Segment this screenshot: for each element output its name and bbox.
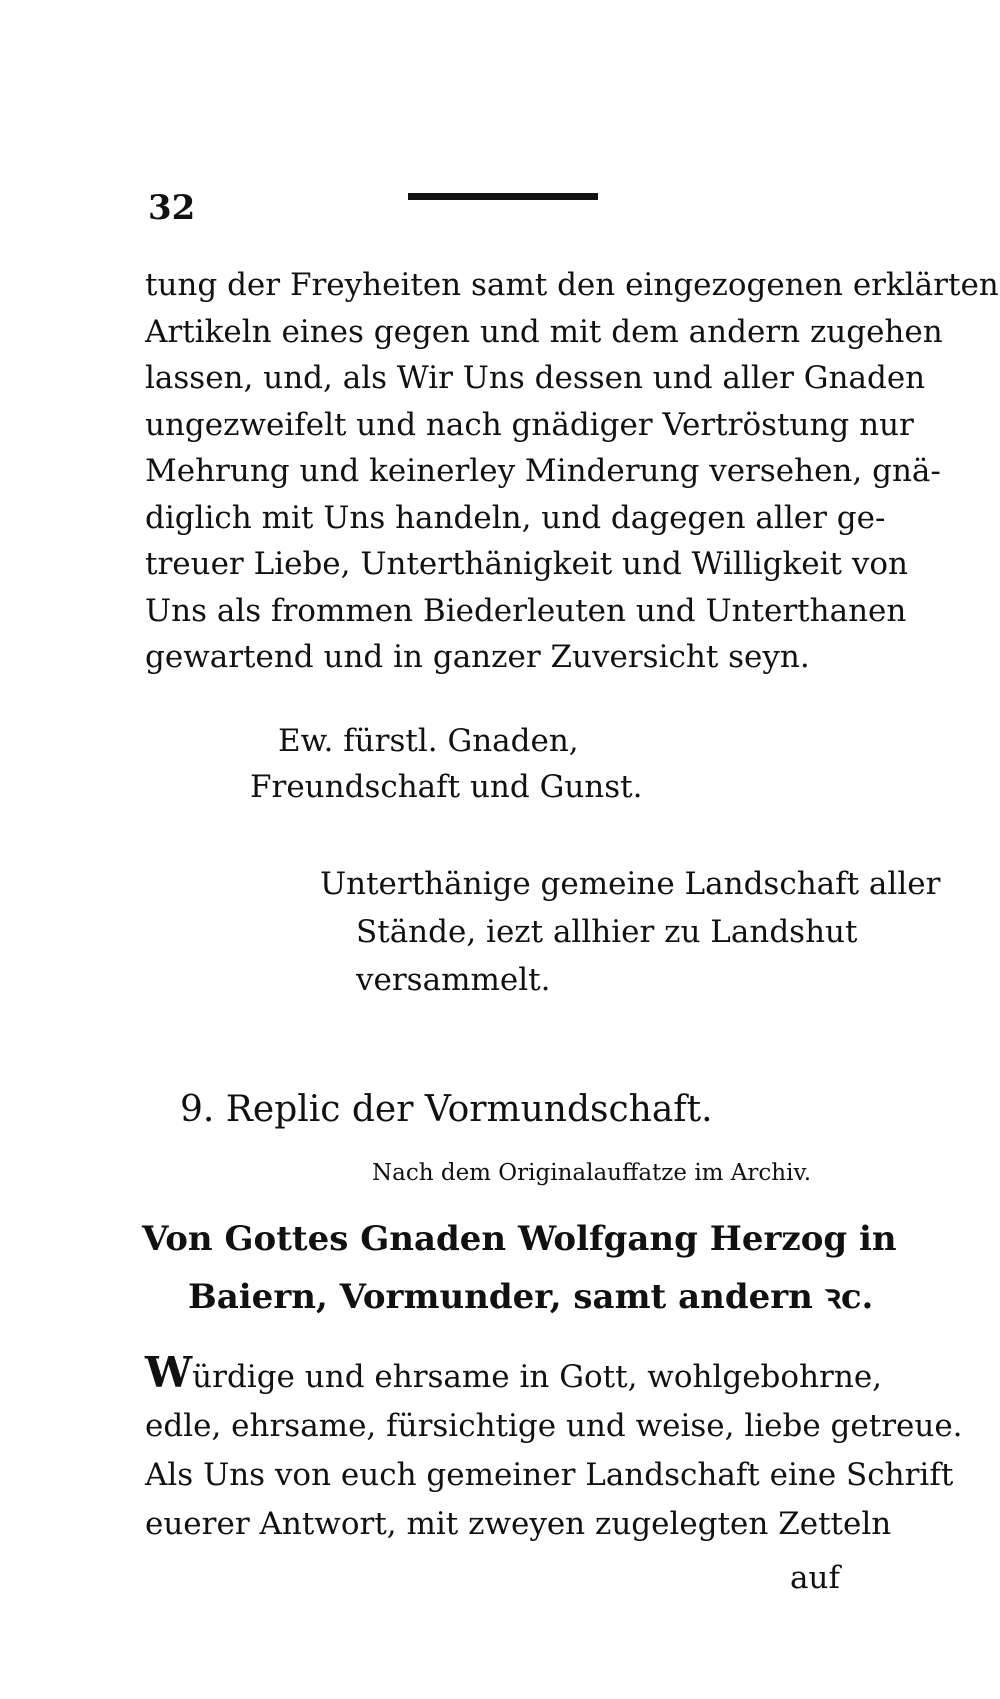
signature-line: Stände, iezt allhier zu Landshut [356,914,858,950]
text-line: gewartend und in ganzer Zuversicht seyn. [145,639,810,675]
decree-line: Baiern, Vormunder, samt andern ꝛc. [188,1277,874,1317]
text-line: lassen, und, als Wir Uns dessen und aller Gnaden [145,360,926,396]
page-number: 32 [148,188,196,228]
text-line: tung der Freyheiten samt den eingezogenen erklärten [145,267,999,303]
drop-initial: W [145,1348,193,1397]
text-line-rest: ürdige und ehrsame in Gott, wohlgebohrne, [192,1359,883,1395]
signature-block [320,860,941,1004]
closing-regards: Freundschaft und Gunst. [250,769,643,805]
text-line: Als Uns von euch gemeiner Landschaft eine Schrift [145,1457,954,1493]
decree-title [142,1210,897,1326]
text-line: diglich mit Uns handeln, und dagegen aller ge- [145,499,886,536]
catchword: auf [790,1560,840,1596]
text-line: Artikeln eines gegen und mit dem andern zugehen [145,313,943,350]
text-line: Uns als frommen Biederleuten und Unterthanen [145,592,907,629]
letter-paragraph [145,1348,963,1549]
text-line: Mehrung und keinerley Minderung versehen, gnä- [145,453,941,489]
signature-line: Unterthänige gemeine Landschaft aller [320,866,941,902]
text-line: ungezweifelt und nach gnädiger Vertröstung nur [145,406,914,443]
body-paragraph [145,262,999,681]
source-note: Nach dem Originalauffatze im Archiv. [372,1160,812,1186]
section-heading: 9. Replic der Vormundschaft. [180,1089,713,1130]
signature-line: versammelt. [356,962,551,998]
closing-salutation: Ew. fürstl. Gnaden, [278,723,579,759]
text-line [145,1348,883,1402]
decree-line: Von Gottes Gnaden Wolfgang Herzog in [142,1219,897,1259]
text-line: euerer Antwort, mit zweyen zugelegten Zetteln [145,1506,892,1542]
text-line: treuer Liebe, Unterthänigkeit und Willigkeit von [145,546,908,582]
text-line: edle, ehrsame, fürsichtige und weise, liebe getreue. [145,1408,963,1444]
header-rule [408,193,598,200]
